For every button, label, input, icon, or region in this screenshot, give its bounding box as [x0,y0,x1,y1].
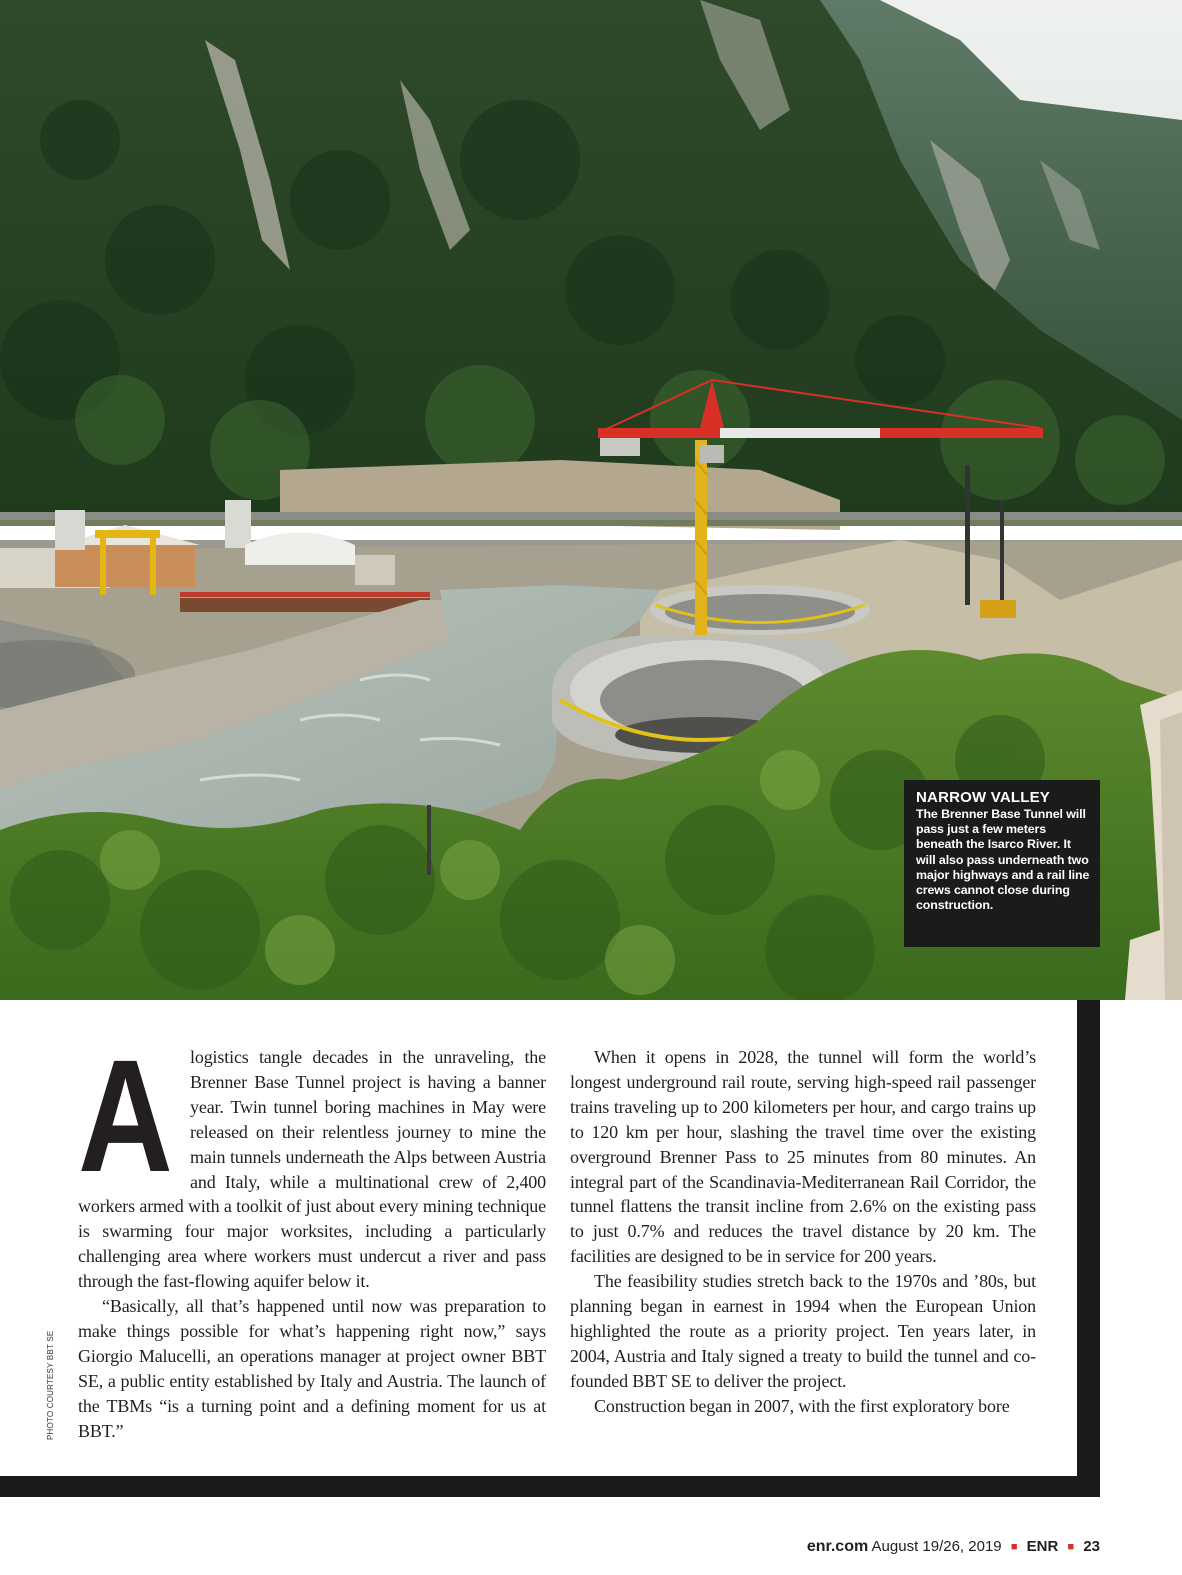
caption-title: NARROW VALLEY [916,789,1050,806]
caption-body: The Brenner Base Tunnel will pass just a few meters beneath the Isarco River. It will also pass underneath two major highways and a rail line crews cannot close during construction. [916,807,1090,913]
footer-site: enr.com [806,1538,869,1555]
article-paragraph: “Basically, all that’s happened until now was preparation to make things possible for what’s happening right now,” says Giorgio Malucelli, an operations manager at project owner BBT SE, a public entity established by Italy and Austria. The launch of the TBMs “is a turning point and a defining moment for us at BBT.” [78,1296,546,1441]
photo-caption [904,780,1100,947]
article-paragraph: Construction began in 2007, with the first exploratory bore [594,1395,1010,1416]
photo-credit: PHOTO COURTESY BBT SE [46,1330,55,1440]
page-frame-right [1077,1000,1100,1497]
article-paragraph [78,1026,546,1294]
article-paragraph: When it opens in 2028, the tunnel will form the world’s longest underground rail route, serving high-speed rail passenger trains traveling up to 200 kilometers per hour, and cargo trains up to 120 km per hour, slashing the travel time over the existing overground Brenner Pass to 25 minutes from 80 minutes. An integral part of the Scandinavia-Mediterranean Rail Corridor, the tunnel flattens the transit incline from 2.6% on the existing pass to just 0.7% and reduces the travel distance by 20 km. The facilities are designed to be in service for 200 years. [570,1047,1036,1267]
footer-page-number: 23 [1083,1538,1100,1555]
footer-magazine: ENR [1026,1538,1059,1555]
drop-cap: A [78,1026,173,1205]
article-column-left [78,1026,546,1444]
footer-date: August 19/26, 2019 [871,1538,1002,1555]
footer-separator: ■ [1010,1541,1018,1553]
page-frame-bottom [0,1476,1100,1497]
footer-separator: ■ [1067,1541,1075,1553]
paragraph-text: logistics tangle decades in the unraveling, the Brenner Base Tunnel project is having a banner year. Twin tunnel boring machines in May were released on their relentless journey to mine the main tunnels underneath the Alps between Austria and Italy, while a multinational crew of 2,400 workers armed with a toolkit of just about every mining technique is swarming four major worksites, including a particularly challenging area where workers must undercut a river and pass through the fast-flowing aquifer below it. [78,1047,546,1292]
page-footer [807,1538,1100,1556]
article-column-right [570,1045,1036,1419]
article-paragraph: The feasibility studies stretch back to the 1970s and ’80s, but planning began in earnest in 1994 when the European Union highlighted the route as a priority project. Ten years later, in 2004, Austria and Italy signed a treaty to build the tunnel and co-founded BBT SE to deliver the project. [570,1271,1036,1391]
